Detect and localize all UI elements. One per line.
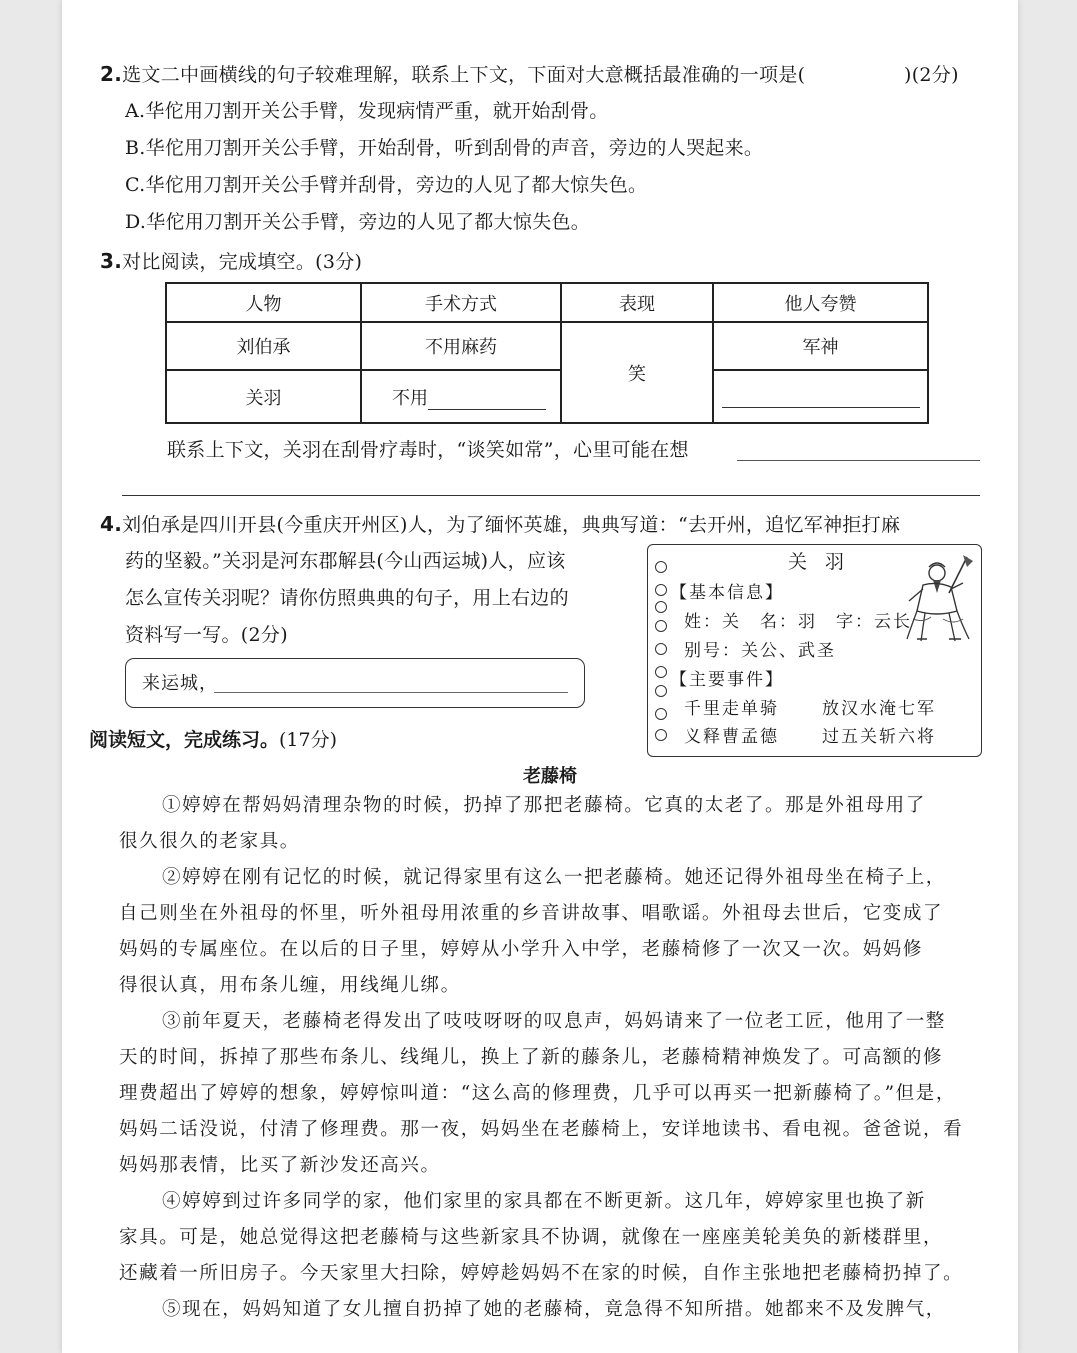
q2-option-c: C.华佗用刀割开关公手臂并刮骨，旁边的人见了都大惊失色。 [125,174,648,196]
binder-hole-icon [655,643,667,655]
passage-line: 理费超出了婷婷的想象，婷婷惊叫道：“这么高的修理费，几乎可以再买一把新藤椅了。”但是， [119,1083,956,1104]
q2-option-b: B.华佗用刀割开关公手臂，开始刮骨，听到刮骨的声音，旁边的人哭起来。 [125,137,764,159]
q2-stem: 选文二中画横线的句子较难理解，联系上下文，下面对大意概括最准确的一项是( [122,64,806,86]
reading-heading: 阅读短文，完成练习。 [89,729,280,751]
passage-line: 还藏着一所旧房子。今天家里大扫除，婷婷趁妈妈不在家的时候，自作主张地把老藤椅扔掉了。 [119,1263,964,1284]
q4-number: 4. [100,512,123,536]
binder-hole-icon [655,708,667,720]
card-event-4: 过五关斩六将 [822,727,936,747]
binder-hole-icon [655,666,667,678]
cell-no-anesthesia: 不用麻药 [361,322,561,370]
q3-number: 3. [100,249,123,273]
passage-title: 老藤椅 [523,766,577,787]
cell-guan-yu: 关羽 [166,370,361,423]
binder-hole-icon [655,620,667,632]
q4-line-1 [100,510,900,537]
passage-line: 妈妈二话没说，付清了修理费。那一夜，妈妈坐在老藤椅上，安详地读书、看电视。爸爸说，看 [119,1119,964,1140]
passage-line: 妈妈那表情，比买了新沙发还高兴。 [119,1155,441,1176]
passage-line: 妈妈的专属座位。在以后的日子里，婷婷从小学升入中学，老藤椅修了一次又一次。妈妈修 [119,939,924,960]
q4-answer-box[interactable] [125,658,585,708]
cell-liu-bocheng: 刘伯承 [166,322,361,370]
table-header-praise: 他人夸赞 [713,283,928,322]
card-event-1: 千里走单骑 [684,699,779,719]
binder-hole-icon [655,685,667,697]
q2-option-d: D.华佗用刀割开关公手臂，旁边的人见了都大惊失色。 [125,211,591,233]
binder-hole-icon [655,601,667,613]
passage-line: ⑤现在，妈妈知道了女儿擅自扔掉了她的老藤椅，竟急得不知所措。她都来不及发脾气， [162,1299,946,1320]
reading-heading-line [89,725,337,752]
q2-option-a: A.华佗用刀割开关公手臂，发现病情严重，就开始刮骨。 [125,100,609,122]
comparison-table [165,282,929,424]
table-header-method: 手术方式 [361,283,561,322]
guan-yu-info-card [647,544,982,757]
q3-answer-line-1[interactable] [737,460,980,461]
q2-stem-line [100,60,805,87]
card-title: 关 羽 [788,551,851,573]
q2-score: )(2分) [904,64,959,86]
card-events-heading: 【主要事件】 [670,670,784,690]
praise-fill-blank[interactable] [722,385,920,408]
card-basic-heading: 【基本信息】 [670,583,784,603]
answer-write-line[interactable] [214,692,568,693]
binder-hole-icon [655,561,667,573]
table-header-behavior: 表现 [561,283,713,322]
passage-line: ④婷婷到过许多同学的家，他们家里的家具都在不断更新。这几年，婷婷家里也换了新 [162,1191,926,1212]
passage-line: 得很认真，用布条儿缠，用线绳儿绑。 [119,975,461,996]
passage-line: 很久很久的老家具。 [119,831,300,852]
q4-line-3: 怎么宣传关羽呢？请你仿照典典的句子，用上右边的 [125,587,569,609]
q4-text-1: 刘伯承是四川开县(今重庆开州区)人，为了缅怀英雄，典典写道：“去开州，追忆军神拒打麻 [122,514,901,536]
passage-line: 天的时间，拆掉了那些布条儿、线绳儿，换上了新的藤条儿，老藤椅精神焕发了。可高额的修 [119,1047,944,1068]
table-header-person: 人物 [166,283,361,322]
cell-praise-blank [713,370,928,423]
passage-line: ③前年夏天，老藤椅老得发出了吱吱呀呀的叹息声，妈妈请来了一位老工匠，他用了一整 [162,1011,946,1032]
q3-followup: 联系上下文，关羽在刮骨疗毒时，“谈笑如常”，心里可能在想 [167,439,689,461]
q3-stem: 对比阅读，完成填空。(3分) [122,251,363,273]
cell-no-use-label: 不用 [392,387,428,409]
worksheet-page [62,0,1018,1353]
card-event-2: 放汉水淹七军 [822,699,936,719]
binder-hole-icon [655,584,667,596]
cell-method-blank [361,370,561,423]
q4-line-2: 药的坚毅。”关羽是河东郡解县(今山西运城)人，应该 [125,550,566,572]
q4-line-4: 资料写一写。(2分) [125,624,288,646]
reading-score: (17分) [279,729,338,751]
passage-line: 家具。可是，她总觉得这把老藤椅与这些新家具不协调，就像在一座座美轮美奂的新楼群里， [119,1227,944,1248]
q3-stem-line [100,247,362,274]
card-name-line: 姓：关 名：羽 字：云长 [684,612,912,632]
card-event-3: 义释曹孟德 [684,727,779,747]
q3-answer-line-2[interactable] [122,495,980,496]
binder-hole-icon [655,729,667,741]
cell-war-god: 军神 [713,322,928,370]
q2-number: 2. [100,62,123,86]
passage-line: ②婷婷在刚有记忆的时候，就记得家里有这么一把老藤椅。她还记得外祖母坐在椅子上， [162,867,946,888]
passage-line: ①婷婷在帮妈妈清理杂物的时候，扔掉了那把老藤椅。它真的太老了。那是外祖母用了 [162,795,926,816]
card-alias-line: 别号：关公、武圣 [684,641,836,661]
method-fill-blank[interactable] [428,391,546,410]
answer-prefix: 来运城， [142,673,218,694]
cell-smile: 笑 [561,322,713,423]
guan-yu-illustration-icon [903,553,975,645]
passage-line: 自己则坐在外祖母的怀里，听外祖母用浓重的乡音讲故事、唱歌谣。外祖母去世后，它变成了 [119,903,944,924]
